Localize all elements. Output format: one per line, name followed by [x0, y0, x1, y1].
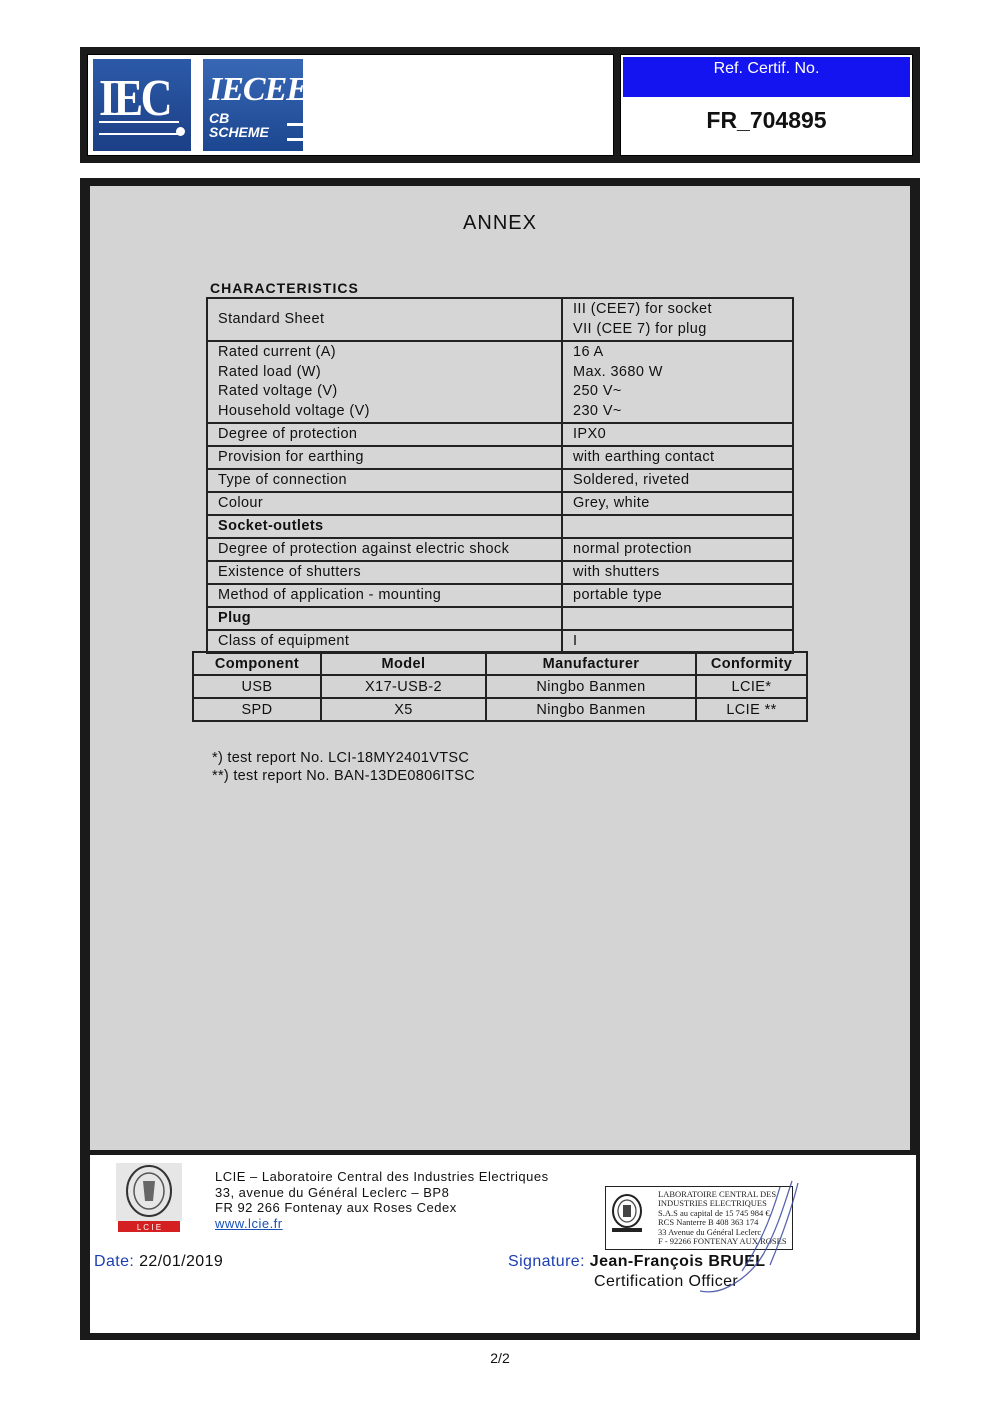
column-header: Conformity [696, 652, 807, 675]
row-value: portable type [562, 584, 793, 607]
date-value: 22/01/2019 [139, 1253, 224, 1270]
certificate-footer [80, 1150, 920, 1340]
rating-label: Rated load (W) [218, 363, 322, 380]
row-value: with shutters [562, 561, 793, 584]
website-link[interactable]: www.lcie.fr [215, 1215, 283, 1231]
signature-label: Signature: [508, 1253, 585, 1270]
standard-sheet-value: III (CEE7) for socket [573, 301, 712, 317]
iec-logo-text: IEC [99, 70, 170, 127]
characteristics-title: CHARACTERISTICS [210, 280, 359, 296]
characteristics-table [206, 297, 794, 654]
iecee-cb-scheme-logo [203, 59, 308, 151]
column-header: Model [321, 652, 486, 675]
stamp-line: INDUSTRIES ELECTRIQUES [658, 1198, 767, 1209]
note-line: **) test report No. BAN-13DE0806ITSC [212, 768, 476, 784]
iecee-logo-text: IECEE [209, 71, 308, 108]
date-label: Date: [94, 1253, 135, 1270]
signatory-name: Jean-François BRUEL [589, 1253, 766, 1270]
table-row [207, 538, 793, 561]
table-row [207, 492, 793, 515]
standard-sheet-label: Standard Sheet [207, 298, 562, 341]
rating-value: 230 V~ [573, 402, 622, 419]
footer-content [90, 1155, 916, 1333]
row-value: Soldered, riveted [562, 469, 793, 492]
components-table [192, 651, 808, 722]
table-row [207, 446, 793, 469]
signatory-title: Certification Officer [594, 1273, 739, 1290]
row-value: normal protection [562, 538, 793, 561]
row-value [562, 515, 793, 538]
row-label: Class of equipment [207, 630, 562, 653]
standard-sheet-value: VII (CEE 7) for plug [573, 320, 707, 337]
stamp-line: F - 92266 FONTENAY AUX ROSES [658, 1236, 787, 1247]
scheme-text: SCHEME [209, 124, 269, 140]
rating-value: 250 V~ [573, 383, 622, 399]
cb-text: CB [209, 110, 230, 126]
ref-certif-label: Ref. Certif. No. [623, 57, 910, 97]
annex-content [90, 186, 910, 1153]
rating-label: Rated voltage (V) [218, 383, 338, 399]
table-cell: LCIE* [696, 675, 807, 698]
stamp-line: LABORATOIRE CENTRAL DES [658, 1189, 777, 1199]
certificate-date [94, 1253, 223, 1271]
rating-value: Max. 3680 W [573, 363, 663, 380]
section-label: Plug [207, 607, 562, 630]
row-value: Grey, white [562, 492, 793, 515]
row-value [562, 607, 793, 630]
row-label: Degree of protection against electric shock [207, 538, 562, 561]
table-cell: X17-USB-2 [321, 675, 486, 698]
table-cell: Ningbo Banmen [486, 675, 696, 698]
table-cell: Ningbo Banmen [486, 698, 696, 721]
svg-text:L C I E: L C I E [136, 1223, 162, 1232]
stamp-line: 33 Avenue du Général Leclerc [658, 1226, 762, 1237]
lcie-seal-logo [116, 1163, 182, 1233]
test-report-notes [212, 749, 475, 785]
certificate-header [80, 47, 920, 163]
section-row-plug [207, 607, 793, 630]
reference-box [620, 54, 913, 156]
stamp-line: RCS Nanterre B 408 363 174 [658, 1217, 759, 1228]
table-row [193, 675, 807, 698]
cb-scheme-text [209, 111, 269, 139]
annex-title: ANNEX [463, 212, 537, 234]
row-label: Degree of protection [207, 423, 562, 446]
handwritten-signature [680, 1175, 810, 1295]
iec-logo-dot [176, 127, 185, 136]
ratings-values [562, 341, 793, 423]
row-value: IPX0 [562, 423, 793, 446]
ratings-labels [207, 341, 562, 423]
table-cell: X5 [321, 698, 486, 721]
ref-certif-number: FR_704895 [706, 107, 827, 133]
table-row [207, 298, 793, 341]
row-label: Provision for earthing [207, 446, 562, 469]
row-label: Colour [207, 492, 562, 515]
column-header: Component [193, 652, 321, 675]
table-row [193, 698, 807, 721]
note-line: *) test report No. LCI-18MY2401VTSC [212, 750, 470, 766]
address-line: FR 92 266 Fontenay aux Roses Cedex [215, 1200, 457, 1215]
rating-label: Rated current (A) [218, 344, 337, 360]
stamp-line: S.A.S au capital de 15 745 984 € [658, 1207, 770, 1218]
table-row [207, 423, 793, 446]
table-row [207, 584, 793, 607]
section-row-socket-outlets [207, 515, 793, 538]
table-cell: USB [193, 675, 321, 698]
row-value: I [562, 630, 793, 653]
iec-logo-lines [99, 121, 179, 135]
row-value: with earthing contact [562, 446, 793, 469]
row-label: Type of connection [207, 469, 562, 492]
table-cell: SPD [193, 698, 321, 721]
rating-label: Household voltage (V) [218, 402, 370, 419]
laboratory-info [215, 1169, 549, 1231]
iec-logo [93, 59, 191, 151]
table-row [207, 469, 793, 492]
standard-sheet-values [562, 298, 793, 341]
table-cell: LCIE ** [696, 698, 807, 721]
row-label: Existence of shutters [207, 561, 562, 584]
laboratory-name: LCIE – Laboratoire Central des Industries Electriques [215, 1169, 549, 1184]
table-header-row [193, 652, 807, 675]
column-header: Manufacturer [486, 652, 696, 675]
table-row [207, 630, 793, 653]
iecee-logo-stripes [287, 123, 303, 141]
logo-area [87, 54, 614, 156]
section-label: Socket-outlets [207, 515, 562, 538]
address-line: 33, avenue du Général Leclerc – BP8 [215, 1184, 450, 1200]
annex-body [80, 178, 920, 1153]
page-number: 2/2 [490, 1350, 510, 1366]
row-label: Method of application - mounting [207, 584, 562, 607]
rating-value: 16 A [573, 344, 604, 360]
table-row [207, 341, 793, 423]
table-row [207, 561, 793, 584]
stamp-seal-icon [610, 1193, 644, 1233]
